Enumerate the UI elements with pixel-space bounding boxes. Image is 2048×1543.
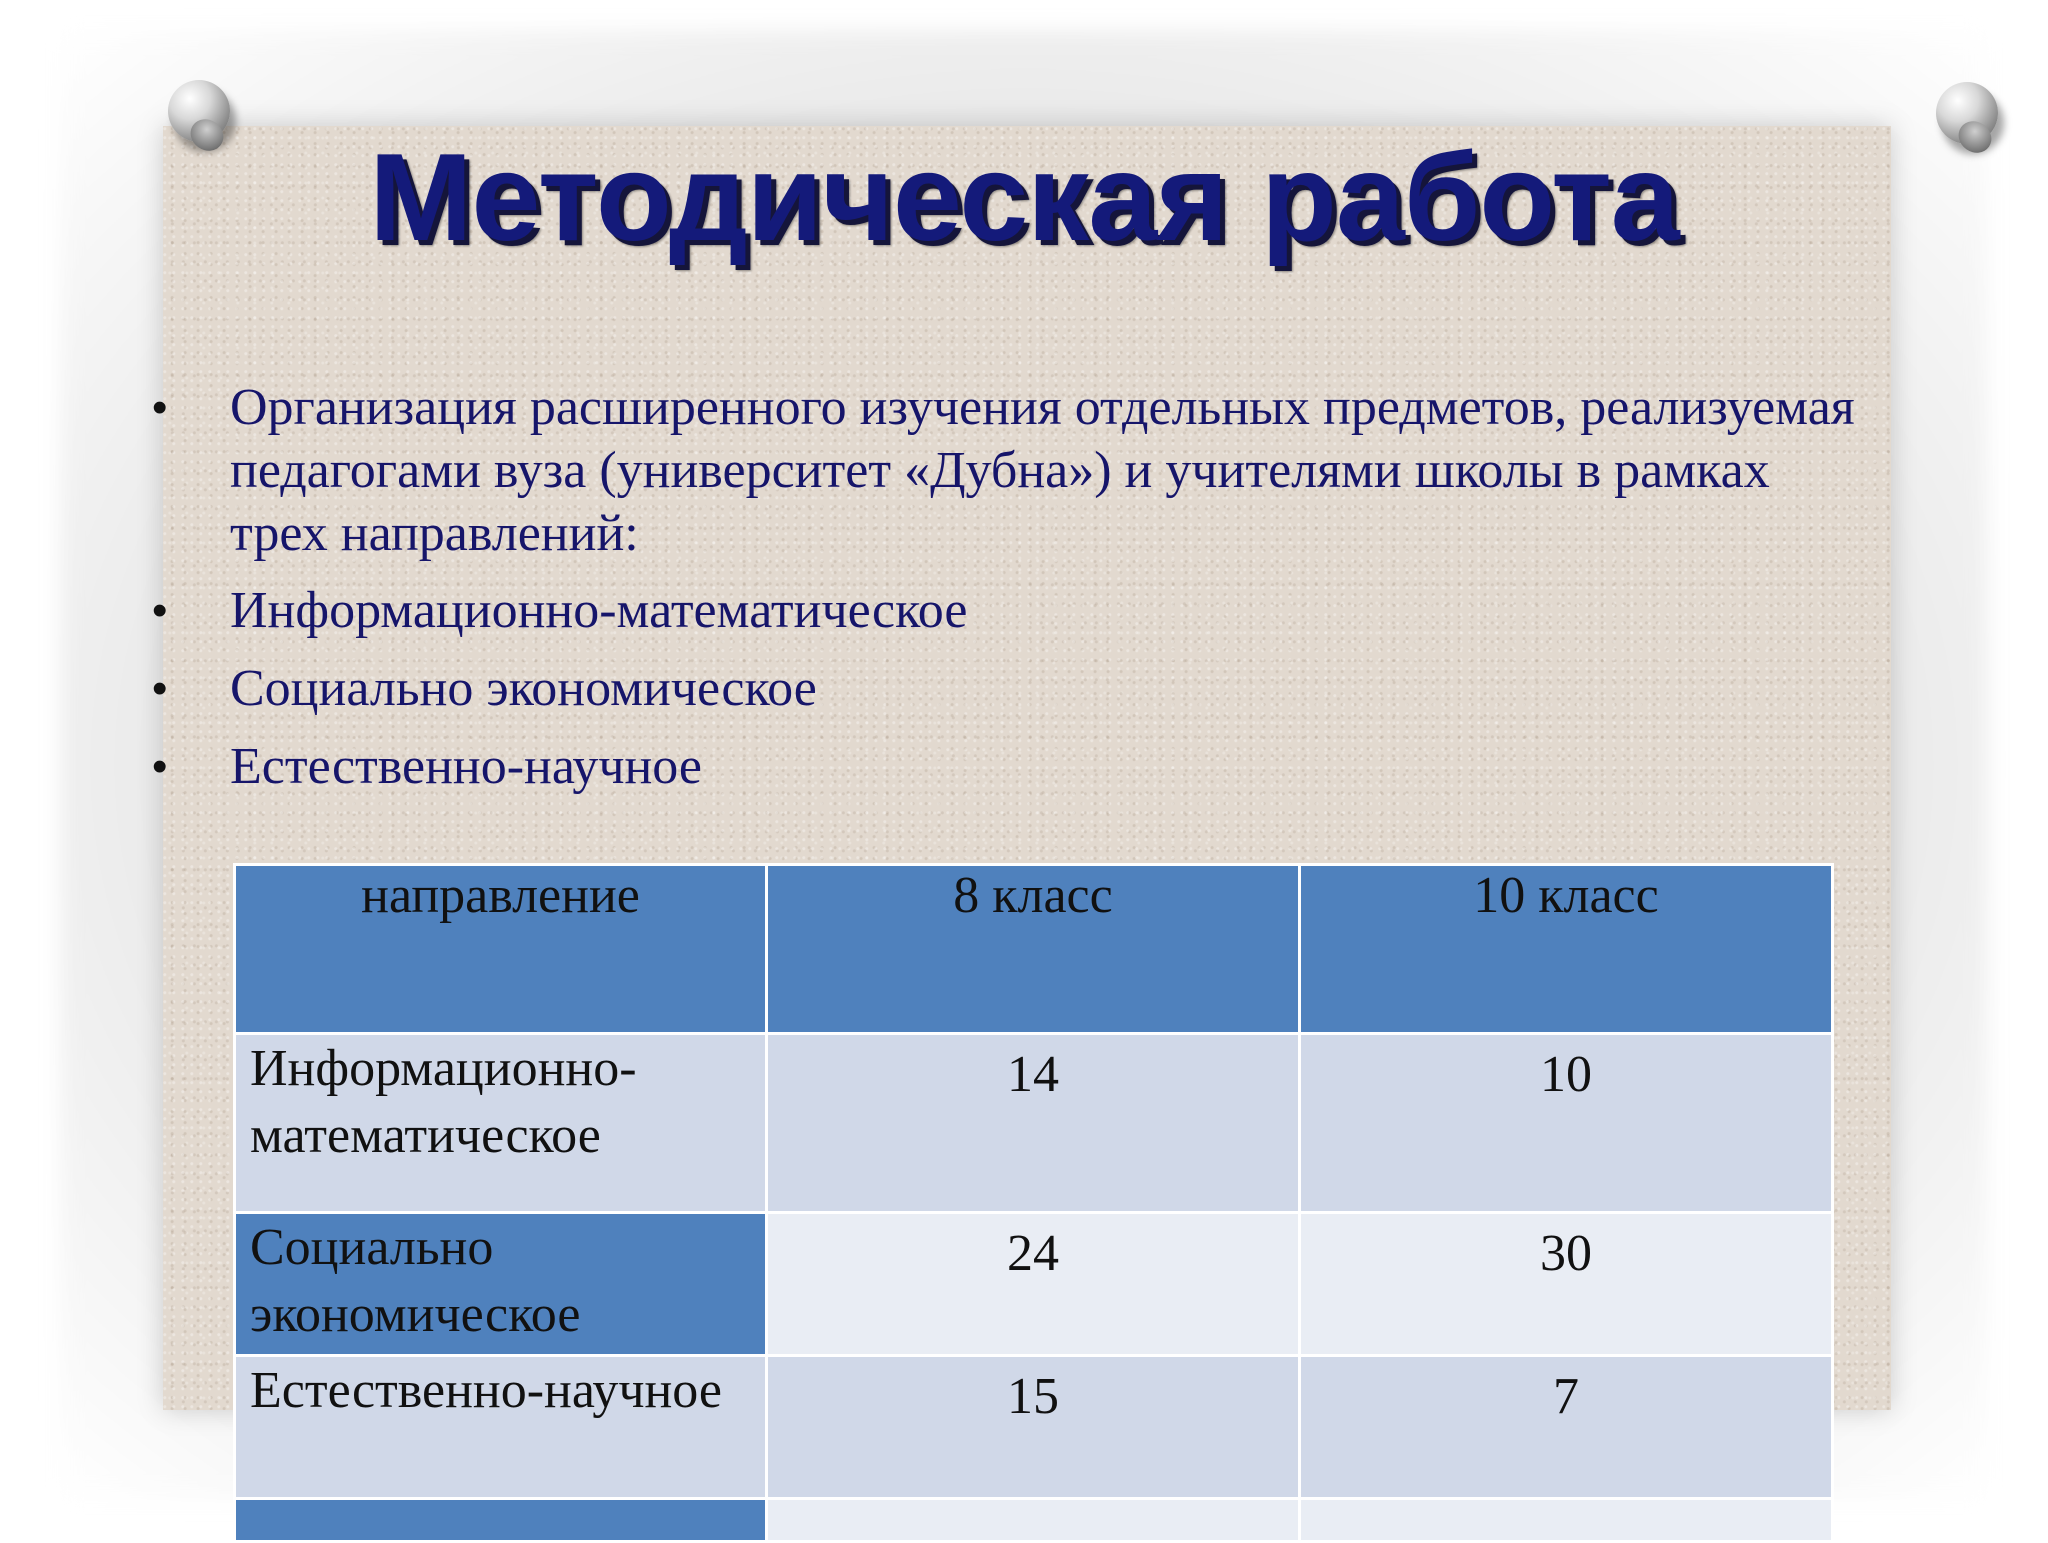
directions-table [233, 863, 1834, 1543]
bullet-item [148, 376, 1868, 565]
row-grade-8: 14 [767, 1034, 1300, 1213]
bullet-text: Организация расширенного изучения отдельных предметов, реализуемая педагогами вуза (университет «Дубна») и учителями школы в рамках трех направлений: [230, 379, 1855, 562]
row-direction: Естественно-научное [235, 1356, 767, 1499]
table-row [235, 1356, 1833, 1499]
row-grade-8: 15 [767, 1356, 1300, 1499]
table-row [235, 1213, 1833, 1356]
row-grade-10-empty [1300, 1499, 1833, 1542]
bullet-glyph: • [152, 742, 168, 791]
bullet-item [148, 735, 1868, 798]
bullet-glyph: • [152, 664, 168, 713]
bullet-item [148, 657, 1868, 720]
row-direction: Информационно-математическое [235, 1034, 767, 1213]
bullet-glyph: • [152, 383, 168, 432]
slide-title: Методическая работа [369, 129, 1679, 267]
bullet-item [148, 579, 1868, 642]
bullet-text: Информационно-математическое [230, 582, 968, 639]
bullet-list [148, 376, 1868, 798]
row-grade-10: 30 [1300, 1213, 1833, 1356]
row-grade-10: 7 [1300, 1356, 1833, 1499]
bullet-text: Социально экономическое [230, 660, 817, 717]
bullet-glyph: • [152, 586, 168, 635]
table-row [235, 1034, 1833, 1213]
row-grade-8-empty [767, 1499, 1300, 1542]
row-direction: Социально экономическое [235, 1213, 767, 1356]
row-grade-8: 24 [767, 1213, 1300, 1356]
header-direction: направление [235, 865, 767, 1034]
header-grade-8: 8 класс [767, 865, 1300, 1034]
bullet-text: Естественно-научное [230, 738, 703, 795]
row-direction-empty [235, 1499, 767, 1542]
header-grade-10: 10 класс [1300, 865, 1833, 1034]
table-row-partial [235, 1499, 1833, 1542]
row-grade-10: 10 [1300, 1034, 1833, 1213]
table-header-row [235, 865, 1833, 1034]
